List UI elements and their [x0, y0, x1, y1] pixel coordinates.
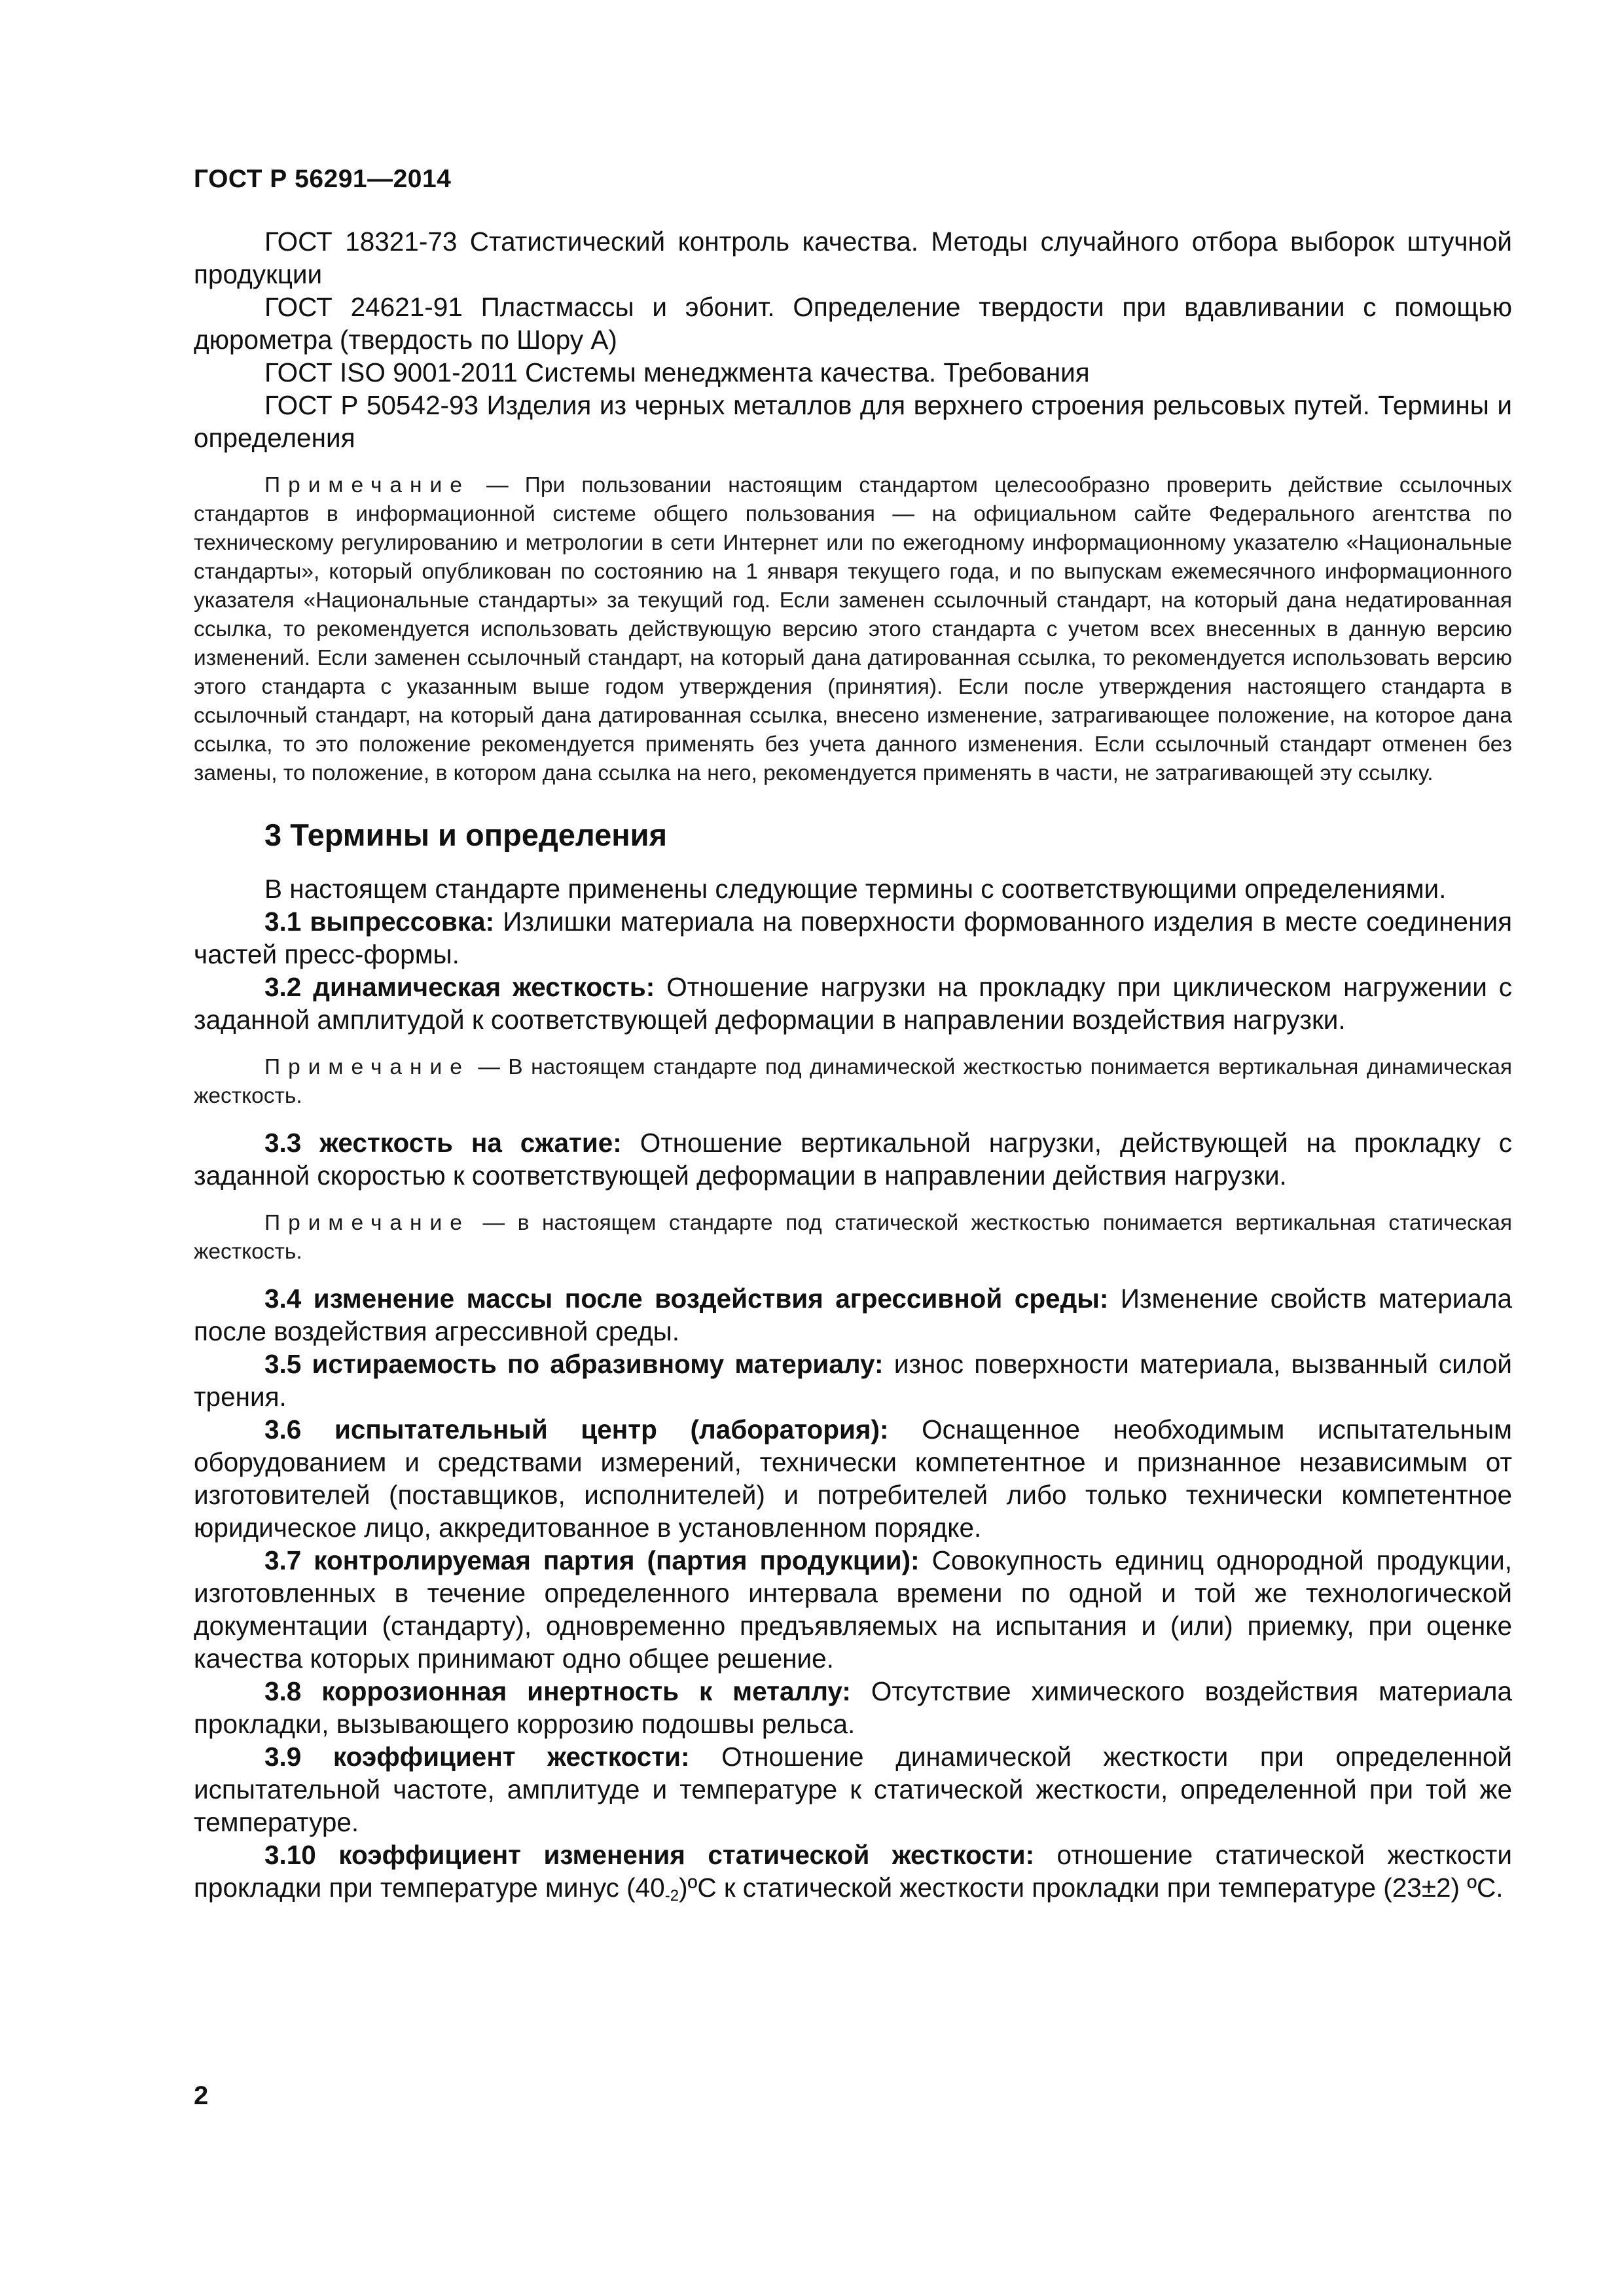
note-label: Примечание	[264, 473, 470, 497]
term-3-5	[194, 1348, 1512, 1413]
note-text: — в настоящем стандарте под статической жесткостью понимается вертикальная статическая жесткость.	[194, 1211, 1512, 1264]
note-text: — В настоящем стандарте под динамической жесткостью понимается вертикальная динамическая жесткость.	[194, 1055, 1513, 1108]
note-label: Примечание	[264, 1211, 470, 1235]
term-name: 3.9 коэффициент жесткости:	[264, 1742, 690, 1772]
term-3-4	[194, 1282, 1512, 1348]
section-title: 3 Термины и определения	[264, 817, 667, 852]
term-3-6	[194, 1413, 1512, 1544]
term-3-10	[194, 1839, 1512, 1912]
term-3-2	[194, 971, 1512, 1036]
term-3-8	[194, 1675, 1512, 1740]
term-definition: Отношение динамической жесткости при определенной испытательной частоте, амплитуде и температуре к статической жесткости, определенной при той же температуре.	[194, 1742, 1512, 1837]
term-3-9	[194, 1740, 1512, 1839]
reference-gost-24621: ГОСТ 24621-91 Пластмассы и эбонит. Определение твердости при вдавливании с помощью дюрометра (твердость по Шору А)	[194, 292, 1512, 355]
references-note	[194, 471, 1512, 788]
term-definition: Совокупность единиц однородной продукции, изготовленных в течение определенного интервала времени по одной и той же технологической документации (стандарту), одновременно предъявляемых на испытания и (или) приемку, при оценке качества которых принимают одно общее решение.	[194, 1545, 1512, 1674]
tolerance-subscript: -2	[664, 1887, 679, 1905]
term-definition: Излишки материала на поверхности формованного изделия в месте соединения частей пресс-формы.	[194, 906, 1512, 969]
page-content	[194, 225, 1512, 1912]
term-name: 3.8 коррозионная инертность к металлу:	[264, 1676, 851, 1706]
term-name: 3.1 выпрессовка:	[264, 906, 495, 937]
page-number: 2	[194, 2081, 209, 2110]
term-3-3	[194, 1126, 1512, 1192]
term-name: 3.6 испытательный центр (лаборатория):	[264, 1414, 889, 1444]
term-3-1	[194, 905, 1512, 971]
term-name: 3.2 динамическая жесткость:	[264, 972, 655, 1002]
section-intro: В настоящем стандарте применены следующие термины с соответствующими определениями.	[264, 874, 1447, 904]
dynamic-stiffness-note	[194, 1053, 1512, 1111]
term-name: 3.10 коэффициент изменения статической жесткости:	[264, 1840, 1035, 1870]
note-label: Примечание	[264, 1055, 470, 1079]
term-definition-part-a: отношение статической жесткости прокладки при температуре минус (40	[194, 1840, 1512, 1903]
note-text: — При пользовании настоящим стандартом целесообразно проверить действие ссылочных стандартов в информационной системе общего пользования — на официальном сайте Федерального агентства по техническому регулированию и метрологии в сети Интернет или по ежегодному информационному указателю «Национальные стандарты», который опубликован по состоянию на 1 января текущего года, и по выпускам ежемесячного информационного указателя «Национальные стандарты» за текущий год. Если заменен ссылочный стандарт, на который дана недатированная ссылка, то рекомендуется использовать действующую версию этого стандарта с учетом всех внесенных в данную версию изменений. Если заменен ссылочный стандарт, на который дана датированная ссылка, то рекомендуется использовать версию этого стандарта с указанным выше годом утверждения (принятия). Если после утверждения настоящего стандарта в ссылочный стандарт, на который дана датированная ссылка, внесено изменение, затрагивающее положение, на которое дана ссылка, то это положение рекомендуется применять без учета данного изменения. Если ссылочный стандарт отменен без замены, то положение, в котором дана ссылка на него, рекомендуется применять в части, не затрагивающей эту ссылку.	[194, 473, 1512, 785]
term-name: 3.7 контролируемая партия (партия продукции):	[264, 1545, 920, 1575]
term-definition-part-b: )ºC к статической жесткости прокладки при температуре (23±2) ºC.	[679, 1873, 1504, 1903]
static-stiffness-note	[194, 1209, 1512, 1266]
reference-gost-iso-9001: ГОСТ ISO 9001-2011 Системы менеджмента качества. Требования	[264, 357, 1090, 387]
term-definition: Оснащенное необходимым испытательным оборудованием и средствами измерений, технически компетентное и признанное независимым от изготовителей (поставщиков, исполнителей) и потребителей либо только технически компетентное юридическое лицо, аккредитованное в установленном порядке.	[194, 1414, 1512, 1543]
reference-gost-18321: ГОСТ 18321-73 Статистический контроль качества. Методы случайного отбора выборок штучной продукции	[194, 226, 1512, 289]
term-3-7	[194, 1544, 1512, 1675]
document-header: ГОСТ Р 56291—2014	[194, 165, 452, 193]
term-definition: Отношение нагрузки на прокладку при циклическом нагружении с заданной амплитудой к соответствующей деформации в направлении воздействия нагрузки.	[194, 972, 1512, 1035]
term-definition: износ поверхности материала, вызванный силой трения.	[194, 1349, 1512, 1412]
term-name: 3.4 изменение массы после воздействия агрессивной среды:	[264, 1283, 1109, 1314]
term-definition: Отношение вертикальной нагрузки, действующей на прокладку с заданной скоростью к соответствующей деформации в направлении действия нагрузки.	[194, 1128, 1512, 1191]
term-definition: Отсутствие химического воздействия материала прокладки, вызывающего коррозию подошвы рельса.	[194, 1676, 1512, 1739]
term-name: 3.5 истираемость по абразивному материалу:	[264, 1349, 884, 1379]
term-name: 3.3 жесткость на сжатие:	[264, 1128, 622, 1158]
term-definition: Изменение свойств материала после воздействия агрессивной среды.	[194, 1283, 1512, 1346]
reference-gost-r-50542: ГОСТ Р 50542-93 Изделия из черных металлов для верхнего строения рельсовых путей. Термины и определения	[194, 390, 1512, 453]
